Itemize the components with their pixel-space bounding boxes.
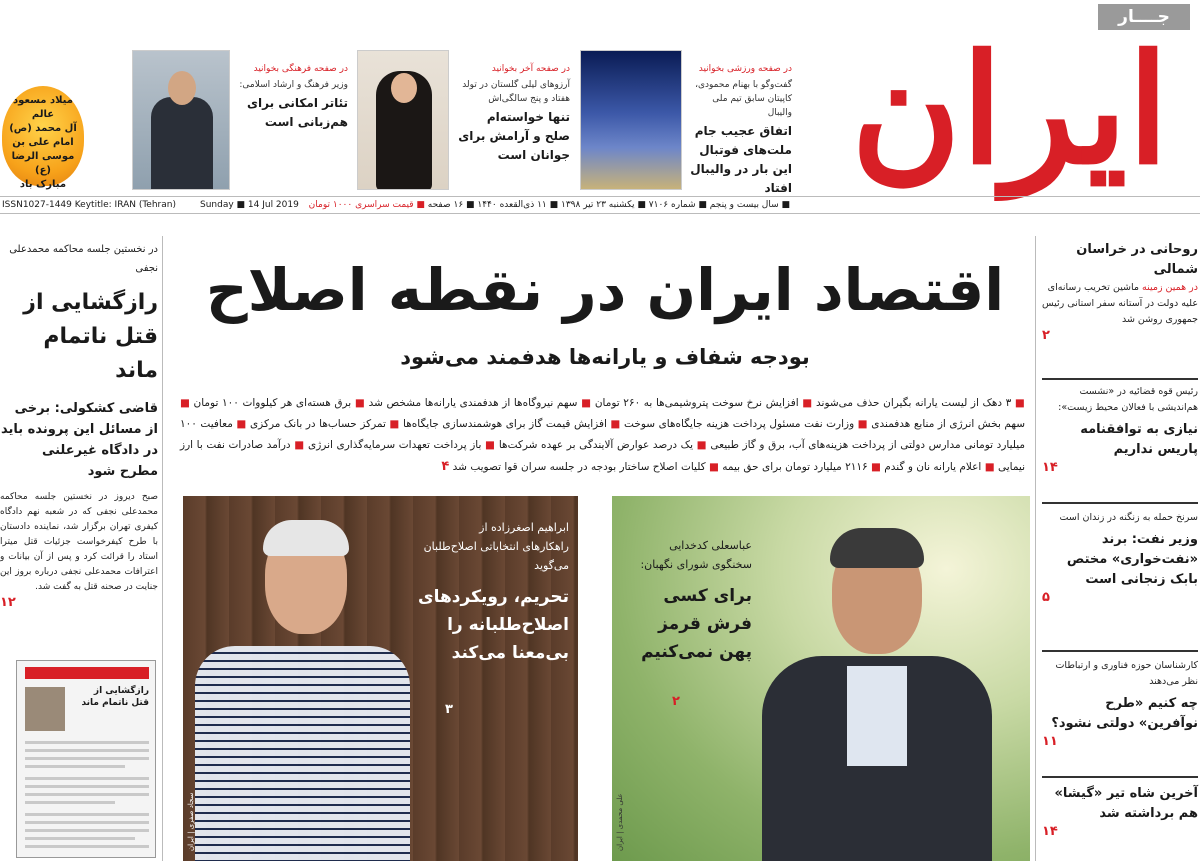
bullet-item: کلیات اصلاح ساختار بودجه در جلسه سران قوا تصویب شد (452, 461, 706, 473)
story-body: ماشین تخریب رسانه‌ای علیه دولت در آستانه سفر استانی رئیس جمهوری روشن شد (1042, 282, 1198, 325)
right-story-oil-minister[interactable] (1042, 502, 1198, 605)
bullet-item: باز پرداخت تعهدات سرمایه‌گذاری انرژی (307, 439, 482, 451)
woman-portrait-photo[interactable] (357, 50, 449, 190)
bullet-item: برق هسته‌ای هر کیلووات ۱۰۰ تومان (193, 397, 352, 409)
teaser-sports[interactable] (688, 64, 792, 198)
caption-role: راهکارهای انتخاباتی اصلاح‌طلبان می‌گوید (423, 540, 569, 572)
page-ref: ۲ (672, 694, 680, 709)
teaser-headline: تئاتر امکانی برای هم‌زبانی است (247, 96, 348, 129)
right-column-divider (1035, 236, 1036, 861)
teaser-label: در صفحه فرهنگی بخوانید (253, 64, 348, 74)
photo-credit: سجاد صفری | ایران (187, 792, 195, 851)
caption-headline: تحریم، رویکردهای اصلاح‌طلبانه را بی‌معنا می‌کند (418, 587, 569, 663)
right-story-gisha[interactable] (1042, 776, 1198, 839)
page-ref: ۵ (1042, 590, 1050, 605)
photo-story-asgharzadeh[interactable] (183, 496, 578, 861)
bullet-item: تمرکز حساب‌ها در بانک مرکزی (249, 418, 386, 430)
bullet-item: سهم بخش انرژی از منابع هدفمندی (871, 418, 1026, 430)
story-headline: چه کنیم «طرح نوآفرین» دولتی نشود؟ (1051, 696, 1198, 731)
page-ref: ۲ (1042, 328, 1050, 343)
teaser-last-page[interactable] (458, 64, 570, 165)
bullet-item: ۲۱۱۶ میلیارد تومان برای حق بیمه (722, 461, 868, 473)
dateline-en: Sunday ■ 14 Jul 2019 (200, 200, 299, 210)
teaser-headline: تنها خواسته‌ام صلح و آرامش برای جوانان است (458, 110, 570, 162)
page-ref: ۴ (441, 459, 450, 474)
left-column-divider (162, 236, 163, 861)
dateline-bar (0, 196, 1200, 214)
page-ref: ۱۱ (1042, 734, 1058, 749)
badge-line: موسی الرضا (ع) (11, 151, 75, 176)
teaser-culture[interactable] (238, 64, 348, 132)
bullet-item: افزایش نرخ سوخت پتروشیمی‌ها به ۲۶۰ تومان (594, 397, 799, 409)
left-column[interactable] (0, 240, 158, 610)
photo-caption (632, 536, 752, 666)
story-headline: نیازی به توافقنامه پاریس نداریم (1080, 422, 1198, 457)
photo-story-kadkhodaei[interactable] (612, 496, 1030, 861)
main-headline[interactable]: اقتصاد ایران در نقطه اصلاح (205, 256, 1005, 324)
teaser-sub: گفت‌وگو با بهنام محمودی، کاپیتان سابق تیم ملی والیبال (695, 80, 792, 118)
bullet-item: وزارت نفت مسئول پرداخت هزینه جایگاه‌های سوخت (624, 418, 855, 430)
page-ref: ۱۲ (0, 595, 16, 610)
newspaper-logo[interactable]: ایران (850, 22, 1170, 198)
story-sub: رئیس قوه قضائیه در «نشست هم‌اندیشی با فعالان محیط زیست»: (1058, 386, 1198, 413)
bullet-item: ۳ دهک از لیست یارانه بگیران حذف می‌شوند (816, 397, 1012, 409)
story-sub: کارشناسان حوزه فناوری و ارتباطات نظر می‌دهند (1055, 660, 1198, 687)
page-ref: ۳ (445, 702, 453, 717)
dateline-fa: ■ سال بیست و پنجم ■ شماره ۷۱۰۶ ■ یکشنبه ۲۳ تیر ۱۳۹۸ ■ ۱۱ ذی‌القعده ۱۴۴۰ ■ ۱۶ صفحه ■ قیمت سراسری ۱۰۰۰ تومان (308, 200, 790, 210)
right-story-rouhani[interactable] (1042, 240, 1198, 343)
story-quote: قاضی کشکولی: برخی از مسائل این پرونده باید در دادگاه غیرعلنی مطرح شود (1, 401, 158, 479)
bullet-item: یک درصد عوارض آلایندگی بر عهده شرکت‌ها (498, 439, 694, 451)
story-headline: روحانی در خراسان شمالی (1076, 242, 1198, 277)
teaser-label: در صفحه آخر بخوانید (491, 64, 570, 74)
story-lead: در همین زمینه (1142, 282, 1198, 293)
person-figure (195, 646, 410, 861)
caption-name: ابراهیم اصغرزاده از (479, 521, 569, 534)
badge-line: امام علی بن (12, 137, 74, 148)
badge-line: مبارک باد (19, 179, 67, 190)
caption-headline: برای کسی فرش قرمز پهن نمی‌کنیم (641, 586, 752, 662)
volleyball-photo[interactable] (580, 50, 682, 190)
page-ref: ۱۴ (1042, 460, 1058, 475)
teaser-headline: اتفاق عجیب جام ملت‌های فوتبال این بار در والیبال افتاد (690, 124, 792, 195)
page-ref: ۱۴ (1042, 824, 1058, 839)
badge-line: میلاد مسعود عالم (13, 95, 73, 120)
photo-credit: علی محمدی | ایران (616, 793, 624, 851)
bullet-item: اعلام یارانه نان و گندم (884, 461, 982, 473)
caption-name: عباسعلی کدخدایی (669, 539, 752, 552)
right-story-innovation[interactable] (1042, 650, 1198, 749)
bullet-item: سهم نیروگاه‌ها از هدفمندی یارانه‌ها مشخص شد (368, 397, 578, 409)
birthday-badge (2, 86, 84, 190)
story-headline: وزیر نفت: برند «نفت‌خواری» مختص بابک زنجانی است (1066, 532, 1198, 587)
bullet-item: معافیت ۱۰۰ میلیارد تومانی مدارس دولتی از پرداخت هزینه‌های آب، برق و گاز طبیعی (180, 418, 1026, 451)
story-headline: رازگشایی از قتل ناتمام ماند (23, 290, 158, 383)
story-body: صبح دیروز در نخستین جلسه محاکمه محمدعلی نجفی که در شعبه نهم دادگاه کیفری تهران برگزار شد، نماینده دادستان با طرح کیفرخواست جزئیات قتل میترا استاد را قرائت کرد و پس از آن بیانات و اعترافات محمدعلی نجفی درباره بروز این جنایت در صحنه قتل به گفت شد. (0, 492, 158, 592)
teaser-sub: آرزوهای لیلی گلستان در تولد هفتاد و پنج سالگی‌اش (462, 80, 570, 104)
masthead (0, 0, 1200, 228)
teaser-sub: وزیر فرهنگ و ارشاد اسلامی: (239, 80, 348, 90)
badge-line: آل محمد (ص) (9, 123, 77, 134)
right-story-judiciary[interactable] (1042, 378, 1198, 475)
story-headline: آخرین شاه تیر «گیشا» هم برداشته شد (1054, 786, 1198, 821)
bullet-item: درآمد صادرات نفت با ارز نیمایی (180, 439, 1025, 473)
jaras-badge: جــــار (1098, 4, 1190, 30)
caption-role: سخنگوی شورای نگهبان: (640, 558, 752, 571)
main-bullets: ■ ۳ دهک از لیست یارانه بگیران حذف می‌شوند ■ افزایش نرخ سوخت پتروشیمی‌ها به ۲۶۰ تومان ■ سهم نیروگاه‌ها از هدفمندی یارانه‌ها مشخص شد ■ برق هسته‌ای هر کیلووات ۱۰۰ تومان ■ سهم بخش انرژی از منابع هدفمندی ■ وزارت نفت مسئول پرداخت هزینه جایگاه‌های سوخت ■ افزایش قیمت گاز برای هوشمندسازی جایگاه‌ها ■ تمرکز حساب‌ها در بانک مرکزی ■ معافیت ۱۰۰ میلیارد تومانی مدارس دولتی از پرداخت هزینه‌های آب، برق و گاز طبیعی ■ یک درصد عوارض آلایندگی بر عهده شرکت‌ها ■ باز پرداخت تعهدات سرمایه‌گذاری انرژی ■ درآمد صادرات نفت با ارز نیمایی ■ اعلام یارانه نان و گندم ■ ۲۱۱۶ میلیارد تومان برای حق بیمه ■ کلیات اصلاح ساختار بودجه در جلسه سران قوا تصویب شد ۴ (180, 397, 1026, 474)
mini-page-title: رازگشایی از قتل ناتمام ماند (81, 686, 149, 708)
story-sub: سرنخ حمله به زنگنه در زندان است (1059, 512, 1198, 523)
minister-portrait-photo[interactable] (132, 50, 230, 190)
mini-page-thumbnail[interactable] (16, 660, 156, 858)
teaser-label: در صفحه ورزشی بخوانید (698, 64, 792, 74)
main-subheadline: بودجه شفاف و یارانه‌ها هدفمند می‌شود (400, 345, 810, 369)
story-sub: در نخستین جلسه محاکمه محمدعلی نجفی (9, 244, 158, 274)
bullet-item: افزایش قیمت گاز برای هوشمندسازی جایگاه‌ها (403, 418, 607, 430)
issn: ISSN1027-1449 Keytitle: IRAN (Tehran) (2, 200, 176, 210)
photo-caption (411, 518, 569, 667)
